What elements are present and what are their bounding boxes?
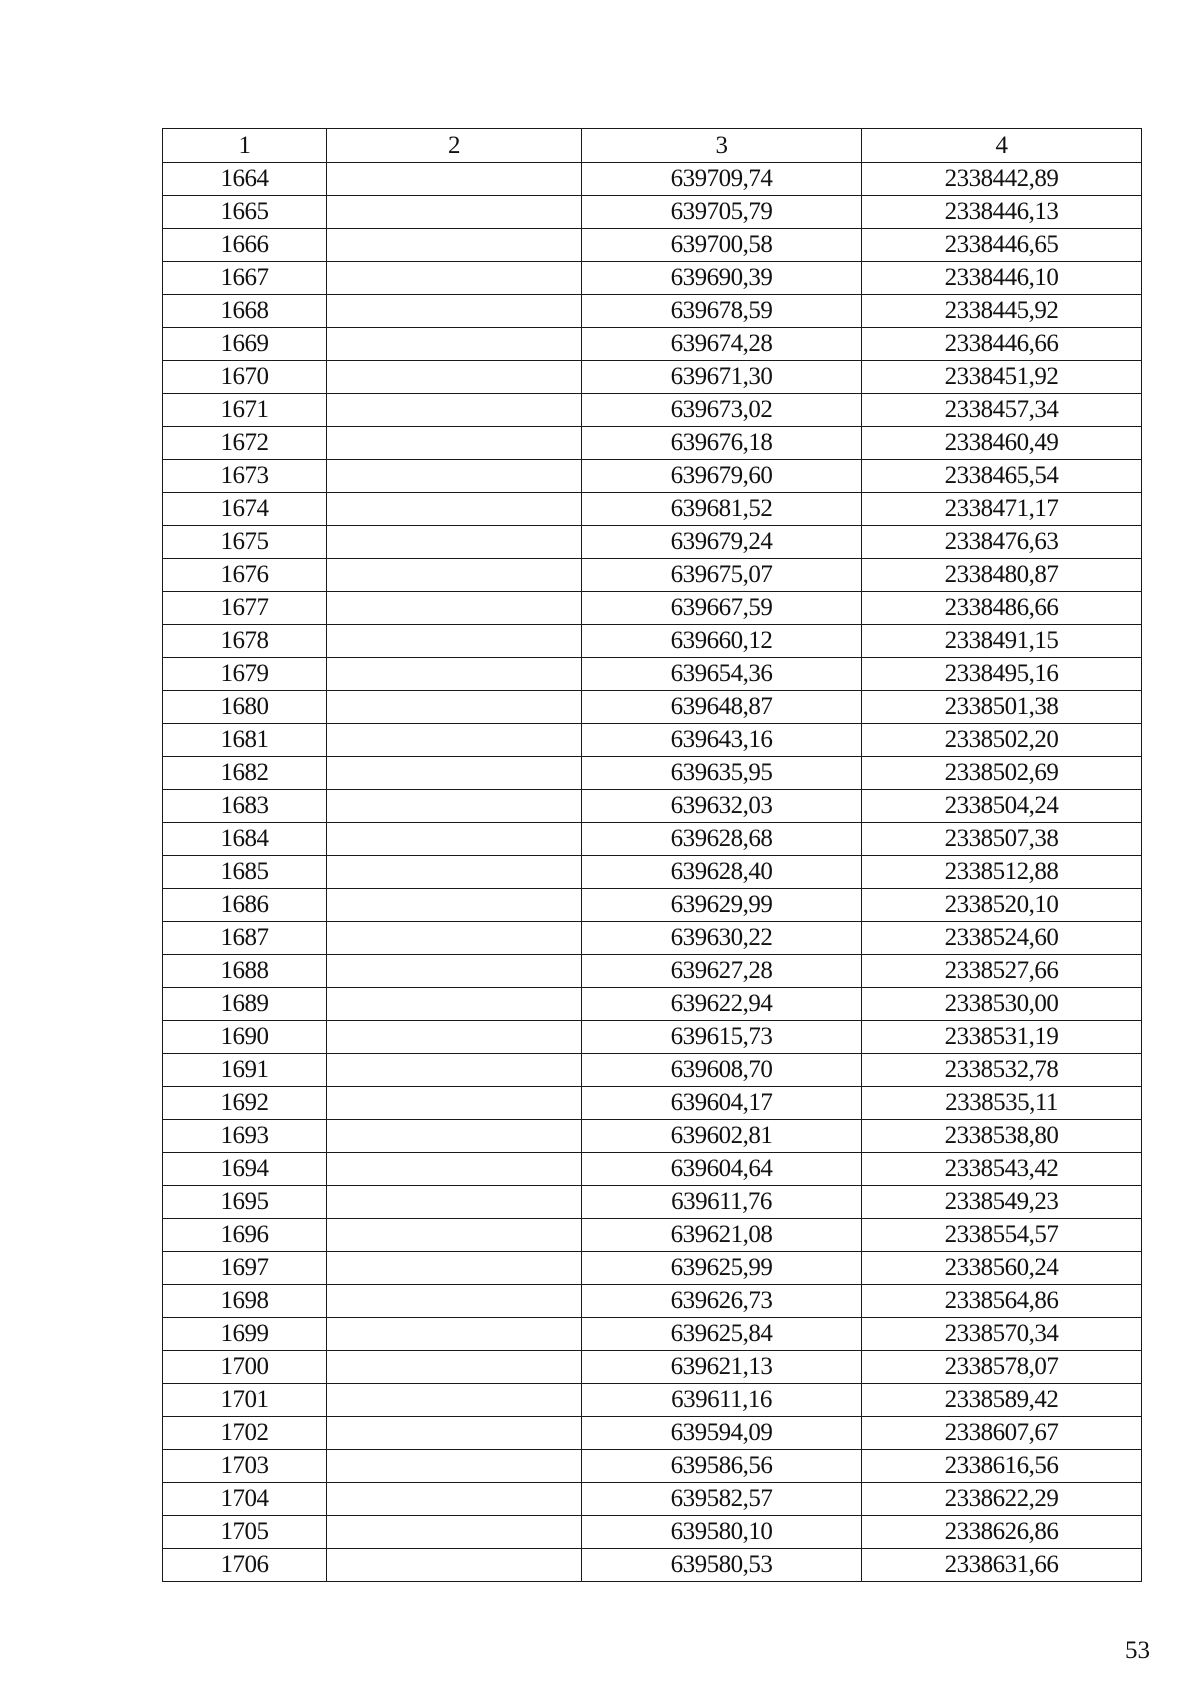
point-number-cell: 1682 (163, 757, 327, 790)
point-number-cell: 1695 (163, 1186, 327, 1219)
table-row (163, 988, 1142, 1021)
point-number-cell: 1693 (163, 1120, 327, 1153)
table-row (163, 658, 1142, 691)
x-coordinate-cell: 639675,07 (582, 559, 862, 592)
column-header-1: 1 (163, 129, 327, 163)
x-coordinate-cell: 639690,39 (582, 262, 862, 295)
x-coordinate-cell: 639648,87 (582, 691, 862, 724)
x-coordinate-cell: 639625,84 (582, 1318, 862, 1351)
table-body (163, 163, 1142, 1582)
y-coordinate-cell: 2338538,80 (862, 1120, 1142, 1153)
empty-cell (327, 1219, 582, 1252)
x-coordinate-cell: 639660,12 (582, 625, 862, 658)
x-coordinate-cell: 639602,81 (582, 1120, 862, 1153)
y-coordinate-cell: 2338495,16 (862, 658, 1142, 691)
empty-cell (327, 1384, 582, 1417)
empty-cell (327, 1318, 582, 1351)
point-number-cell: 1671 (163, 394, 327, 427)
table-row (163, 526, 1142, 559)
table-row (163, 691, 1142, 724)
empty-cell (327, 889, 582, 922)
point-number-cell: 1686 (163, 889, 327, 922)
x-coordinate-cell: 639667,59 (582, 592, 862, 625)
empty-cell (327, 988, 582, 1021)
empty-cell (327, 460, 582, 493)
coordinates-table (162, 128, 1142, 1582)
x-coordinate-cell: 639632,03 (582, 790, 862, 823)
x-coordinate-cell: 639671,30 (582, 361, 862, 394)
table-row (163, 1285, 1142, 1318)
y-coordinate-cell: 2338501,38 (862, 691, 1142, 724)
empty-cell (327, 922, 582, 955)
point-number-cell: 1675 (163, 526, 327, 559)
point-number-cell: 1701 (163, 1384, 327, 1417)
x-coordinate-cell: 639626,73 (582, 1285, 862, 1318)
empty-cell (327, 526, 582, 559)
empty-cell (327, 1054, 582, 1087)
empty-cell (327, 658, 582, 691)
x-coordinate-cell: 639625,99 (582, 1252, 862, 1285)
x-coordinate-cell: 639604,17 (582, 1087, 862, 1120)
empty-cell (327, 757, 582, 790)
y-coordinate-cell: 2338554,57 (862, 1219, 1142, 1252)
table-row (163, 1153, 1142, 1186)
empty-cell (327, 1417, 582, 1450)
point-number-cell: 1704 (163, 1483, 327, 1516)
x-coordinate-cell: 639709,74 (582, 163, 862, 196)
x-coordinate-cell: 639628,40 (582, 856, 862, 889)
y-coordinate-cell: 2338520,10 (862, 889, 1142, 922)
y-coordinate-cell: 2338446,13 (862, 196, 1142, 229)
empty-cell (327, 691, 582, 724)
table-row (163, 328, 1142, 361)
point-number-cell: 1667 (163, 262, 327, 295)
y-coordinate-cell: 2338532,78 (862, 1054, 1142, 1087)
empty-cell (327, 856, 582, 889)
point-number-cell: 1681 (163, 724, 327, 757)
x-coordinate-cell: 639627,28 (582, 955, 862, 988)
x-coordinate-cell: 639586,56 (582, 1450, 862, 1483)
x-coordinate-cell: 639635,95 (582, 757, 862, 790)
y-coordinate-cell: 2338502,20 (862, 724, 1142, 757)
x-coordinate-cell: 639582,57 (582, 1483, 862, 1516)
y-coordinate-cell: 2338446,10 (862, 262, 1142, 295)
table-row (163, 427, 1142, 460)
page-number: 53 (1125, 1637, 1150, 1664)
y-coordinate-cell: 2338445,92 (862, 295, 1142, 328)
x-coordinate-cell: 639676,18 (582, 427, 862, 460)
point-number-cell: 1697 (163, 1252, 327, 1285)
table-row (163, 559, 1142, 592)
table-row (163, 856, 1142, 889)
table-row (163, 394, 1142, 427)
y-coordinate-cell: 2338476,63 (862, 526, 1142, 559)
empty-cell (327, 1351, 582, 1384)
x-coordinate-cell: 639673,02 (582, 394, 862, 427)
column-header-4: 4 (862, 129, 1142, 163)
point-number-cell: 1687 (163, 922, 327, 955)
point-number-cell: 1684 (163, 823, 327, 856)
point-number-cell: 1680 (163, 691, 327, 724)
y-coordinate-cell: 2338570,34 (862, 1318, 1142, 1351)
y-coordinate-cell: 2338543,42 (862, 1153, 1142, 1186)
x-coordinate-cell: 639681,52 (582, 493, 862, 526)
x-coordinate-cell: 639621,13 (582, 1351, 862, 1384)
y-coordinate-cell: 2338504,24 (862, 790, 1142, 823)
y-coordinate-cell: 2338491,15 (862, 625, 1142, 658)
point-number-cell: 1678 (163, 625, 327, 658)
y-coordinate-cell: 2338507,38 (862, 823, 1142, 856)
empty-cell (327, 328, 582, 361)
x-coordinate-cell: 639643,16 (582, 724, 862, 757)
x-coordinate-cell: 639629,99 (582, 889, 862, 922)
point-number-cell: 1676 (163, 559, 327, 592)
empty-cell (327, 196, 582, 229)
x-coordinate-cell: 639608,70 (582, 1054, 862, 1087)
empty-cell (327, 1186, 582, 1219)
empty-cell (327, 262, 582, 295)
point-number-cell: 1668 (163, 295, 327, 328)
y-coordinate-cell: 2338631,66 (862, 1549, 1142, 1582)
y-coordinate-cell: 2338442,89 (862, 163, 1142, 196)
point-number-cell: 1702 (163, 1417, 327, 1450)
header-row (163, 129, 1142, 163)
y-coordinate-cell: 2338531,19 (862, 1021, 1142, 1054)
table-row (163, 1186, 1142, 1219)
table-row (163, 262, 1142, 295)
x-coordinate-cell: 639594,09 (582, 1417, 862, 1450)
y-coordinate-cell: 2338486,66 (862, 592, 1142, 625)
table-row (163, 1417, 1142, 1450)
y-coordinate-cell: 2338549,23 (862, 1186, 1142, 1219)
table-row (163, 1351, 1142, 1384)
empty-cell (327, 427, 582, 460)
point-number-cell: 1696 (163, 1219, 327, 1252)
table-row (163, 1318, 1142, 1351)
point-number-cell: 1706 (163, 1549, 327, 1582)
table-row (163, 922, 1142, 955)
empty-cell (327, 493, 582, 526)
point-number-cell: 1674 (163, 493, 327, 526)
y-coordinate-cell: 2338446,65 (862, 229, 1142, 262)
x-coordinate-cell: 639611,16 (582, 1384, 862, 1417)
y-coordinate-cell: 2338527,66 (862, 955, 1142, 988)
point-number-cell: 1677 (163, 592, 327, 625)
table-header (163, 129, 1142, 163)
point-number-cell: 1691 (163, 1054, 327, 1087)
table-row (163, 790, 1142, 823)
y-coordinate-cell: 2338480,87 (862, 559, 1142, 592)
table-row (163, 724, 1142, 757)
empty-cell (327, 1252, 582, 1285)
table-row (163, 1054, 1142, 1087)
empty-cell (327, 955, 582, 988)
table-row (163, 1021, 1142, 1054)
x-coordinate-cell: 639621,08 (582, 1219, 862, 1252)
table-row (163, 460, 1142, 493)
table-row (163, 625, 1142, 658)
point-number-cell: 1690 (163, 1021, 327, 1054)
empty-cell (327, 1021, 582, 1054)
x-coordinate-cell: 639622,94 (582, 988, 862, 1021)
x-coordinate-cell: 639679,60 (582, 460, 862, 493)
point-number-cell: 1699 (163, 1318, 327, 1351)
empty-cell (327, 394, 582, 427)
y-coordinate-cell: 2338530,00 (862, 988, 1142, 1021)
point-number-cell: 1685 (163, 856, 327, 889)
empty-cell (327, 1153, 582, 1186)
point-number-cell: 1683 (163, 790, 327, 823)
y-coordinate-cell: 2338622,29 (862, 1483, 1142, 1516)
y-coordinate-cell: 2338460,49 (862, 427, 1142, 460)
table-row (163, 163, 1142, 196)
point-number-cell: 1679 (163, 658, 327, 691)
x-coordinate-cell: 639674,28 (582, 328, 862, 361)
y-coordinate-cell: 2338560,24 (862, 1252, 1142, 1285)
point-number-cell: 1688 (163, 955, 327, 988)
x-coordinate-cell: 639611,76 (582, 1186, 862, 1219)
x-coordinate-cell: 639615,73 (582, 1021, 862, 1054)
table-row (163, 889, 1142, 922)
table-row (163, 1483, 1142, 1516)
table-row (163, 229, 1142, 262)
x-coordinate-cell: 639654,36 (582, 658, 862, 691)
empty-cell (327, 361, 582, 394)
x-coordinate-cell: 639580,53 (582, 1549, 862, 1582)
table-row (163, 955, 1142, 988)
table-row (163, 757, 1142, 790)
empty-cell (327, 229, 582, 262)
x-coordinate-cell: 639679,24 (582, 526, 862, 559)
table-row (163, 295, 1142, 328)
point-number-cell: 1664 (163, 163, 327, 196)
point-number-cell: 1694 (163, 1153, 327, 1186)
table-row (163, 1516, 1142, 1549)
table-row (163, 592, 1142, 625)
x-coordinate-cell: 639604,64 (582, 1153, 862, 1186)
table-row (163, 1120, 1142, 1153)
point-number-cell: 1703 (163, 1450, 327, 1483)
y-coordinate-cell: 2338626,86 (862, 1516, 1142, 1549)
table-row (163, 361, 1142, 394)
empty-cell (327, 559, 582, 592)
x-coordinate-cell: 639678,59 (582, 295, 862, 328)
y-coordinate-cell: 2338457,34 (862, 394, 1142, 427)
table-row (163, 1252, 1142, 1285)
point-number-cell: 1689 (163, 988, 327, 1021)
empty-cell (327, 592, 582, 625)
y-coordinate-cell: 2338512,88 (862, 856, 1142, 889)
y-coordinate-cell: 2338524,60 (862, 922, 1142, 955)
point-number-cell: 1673 (163, 460, 327, 493)
table-row (163, 493, 1142, 526)
y-coordinate-cell: 2338564,86 (862, 1285, 1142, 1318)
empty-cell (327, 1450, 582, 1483)
y-coordinate-cell: 2338589,42 (862, 1384, 1142, 1417)
point-number-cell: 1672 (163, 427, 327, 460)
x-coordinate-cell: 639628,68 (582, 823, 862, 856)
y-coordinate-cell: 2338578,07 (862, 1351, 1142, 1384)
y-coordinate-cell: 2338607,67 (862, 1417, 1142, 1450)
y-coordinate-cell: 2338471,17 (862, 493, 1142, 526)
table-row (163, 1087, 1142, 1120)
x-coordinate-cell: 639580,10 (582, 1516, 862, 1549)
point-number-cell: 1666 (163, 229, 327, 262)
x-coordinate-cell: 639630,22 (582, 922, 862, 955)
empty-cell (327, 823, 582, 856)
empty-cell (327, 1285, 582, 1318)
empty-cell (327, 1516, 582, 1549)
y-coordinate-cell: 2338616,56 (862, 1450, 1142, 1483)
empty-cell (327, 295, 582, 328)
empty-cell (327, 1549, 582, 1582)
column-header-3: 3 (582, 129, 862, 163)
point-number-cell: 1705 (163, 1516, 327, 1549)
y-coordinate-cell: 2338446,66 (862, 328, 1142, 361)
y-coordinate-cell: 2338451,92 (862, 361, 1142, 394)
point-number-cell: 1692 (163, 1087, 327, 1120)
point-number-cell: 1698 (163, 1285, 327, 1318)
empty-cell (327, 790, 582, 823)
point-number-cell: 1700 (163, 1351, 327, 1384)
empty-cell (327, 163, 582, 196)
empty-cell (327, 724, 582, 757)
table-row (163, 1549, 1142, 1582)
empty-cell (327, 1483, 582, 1516)
point-number-cell: 1665 (163, 196, 327, 229)
empty-cell (327, 625, 582, 658)
point-number-cell: 1670 (163, 361, 327, 394)
point-number-cell: 1669 (163, 328, 327, 361)
table-row (163, 1450, 1142, 1483)
table-row (163, 1219, 1142, 1252)
empty-cell (327, 1087, 582, 1120)
y-coordinate-cell: 2338465,54 (862, 460, 1142, 493)
y-coordinate-cell: 2338502,69 (862, 757, 1142, 790)
table-row (163, 196, 1142, 229)
x-coordinate-cell: 639700,58 (582, 229, 862, 262)
x-coordinate-cell: 639705,79 (582, 196, 862, 229)
empty-cell (327, 1120, 582, 1153)
column-header-2: 2 (327, 129, 582, 163)
table-row (163, 1384, 1142, 1417)
y-coordinate-cell: 2338535,11 (862, 1087, 1142, 1120)
table-row (163, 823, 1142, 856)
